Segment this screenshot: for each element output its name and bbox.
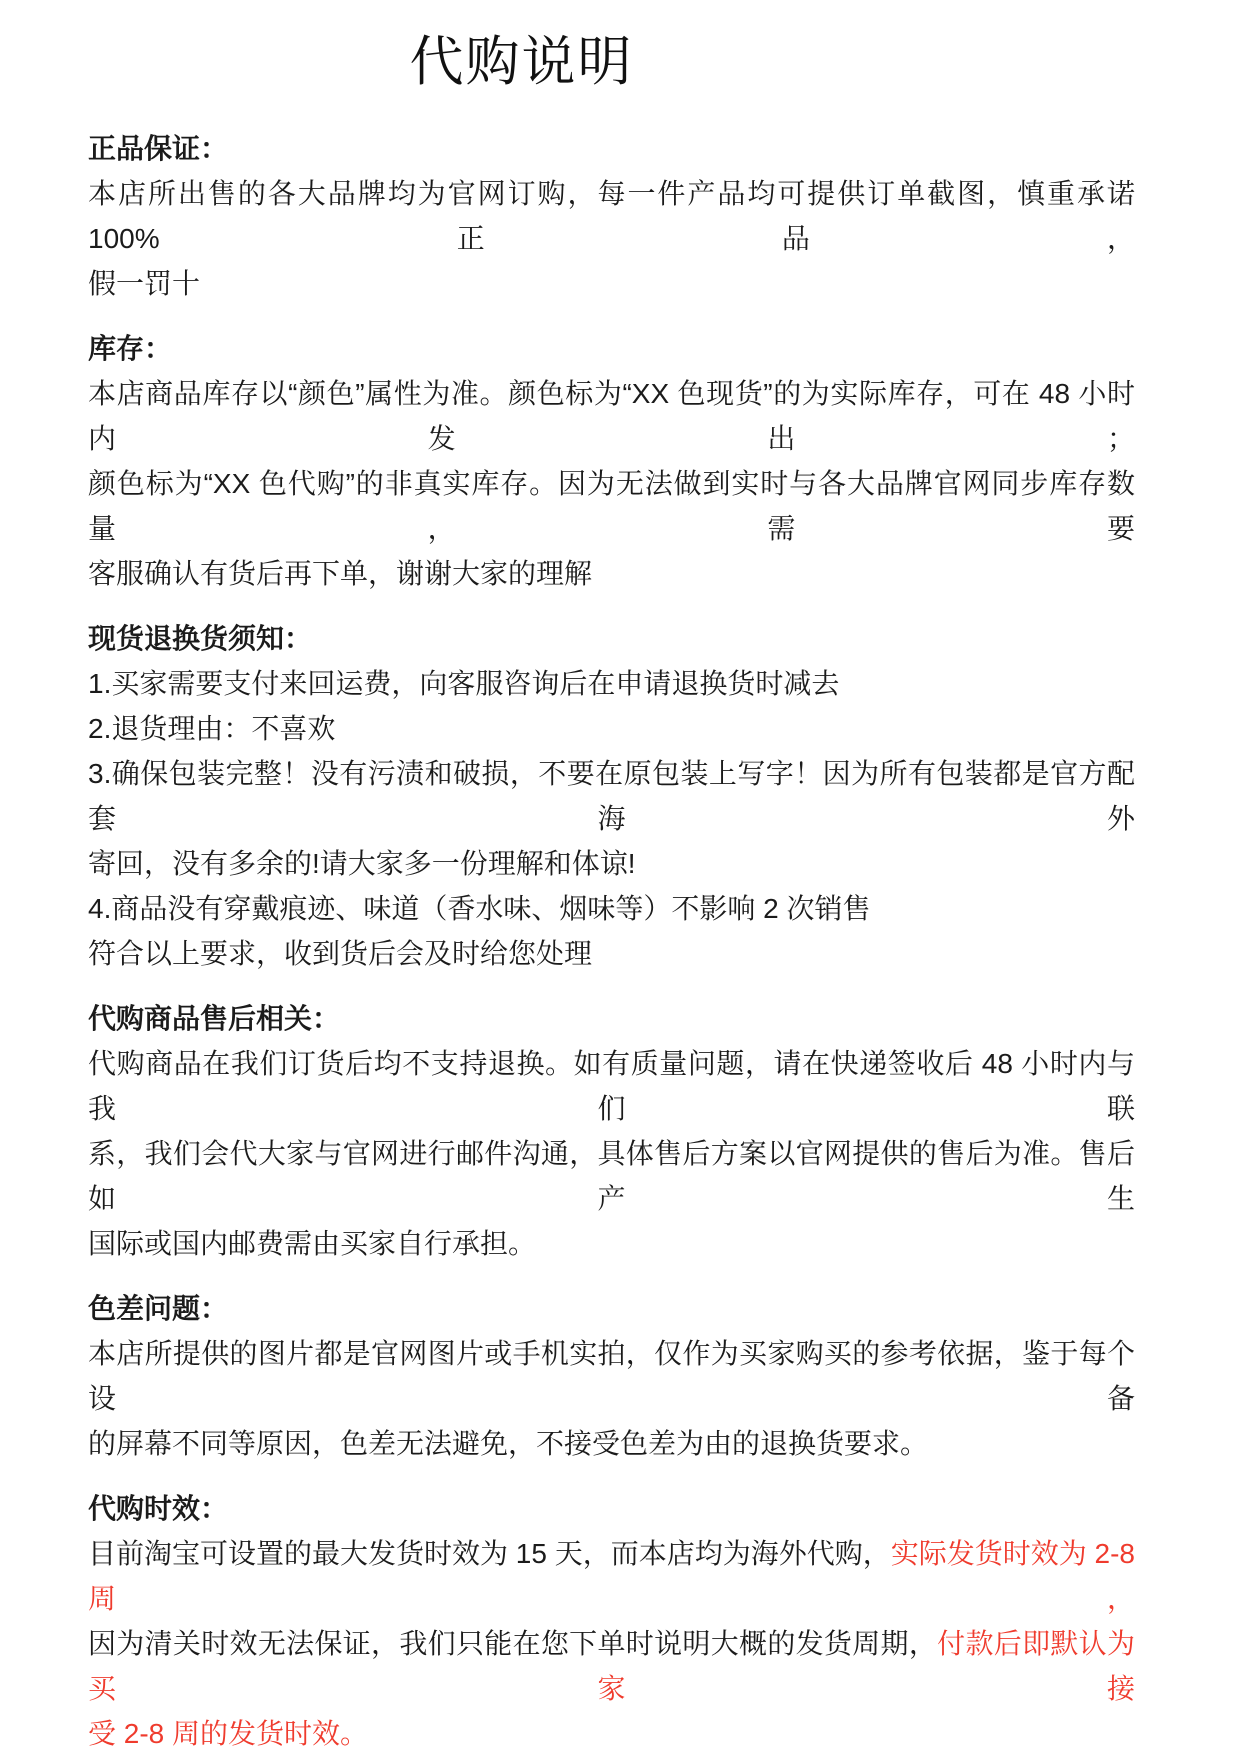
text-segment: 本店商品库存以“颜色”属性为准。颜色标为“XX 色现货”的为实际库存，可在 48 小时内发出； xyxy=(88,378,1135,454)
text-segment: 系，我们会代大家与官网进行邮件沟通，具体售后方案以官网提供的售后为准。售后如产生 xyxy=(88,1138,1135,1214)
text-line xyxy=(88,841,1135,886)
section-color-difference xyxy=(88,1286,1135,1466)
text-segment: 假一罚十 xyxy=(88,268,201,299)
document-body xyxy=(88,126,1135,1756)
text-segment: 4.商品没有穿戴痕迹、味道（香水味、烟味等）不影响 2 次销售 xyxy=(88,893,871,924)
section-heading: 代购时效： xyxy=(88,1493,229,1524)
text-line xyxy=(88,1621,1135,1711)
text-line xyxy=(88,661,1135,706)
text-line xyxy=(88,1531,1135,1621)
text-line xyxy=(88,751,1135,841)
text-segment: 3.确保包装完整！没有污渍和破损，不要在原包装上写字！因为所有包装都是官方配套海外 xyxy=(88,758,1135,834)
text-segment: 本店所提供的图片都是官网图片或手机实拍，仅作为买家购买的参考依据，鉴于每个设备 xyxy=(88,1338,1135,1414)
text-segment: 颜色标为“XX 色代购”的非真实库存。因为无法做到实时与各大品牌官网同步库存数量，需要 xyxy=(88,468,1135,544)
text-segment: 1.买家需要支付来回运费，向客服咨询后在申请退换货时减去 xyxy=(88,668,840,699)
text-line xyxy=(88,886,1135,931)
highlighted-red-text: 受 2-8 周的发货时效。 xyxy=(88,1718,369,1749)
section-heading: 库存： xyxy=(88,333,173,364)
page-title: 代购说明 xyxy=(409,32,634,92)
highlighted-red-text: 实际发货时效为 2-8 周， xyxy=(88,1538,1135,1614)
text-line xyxy=(88,371,1135,461)
text-line xyxy=(88,1711,1135,1756)
text-segment: 符合以上要求，收到货后会及时给您处理 xyxy=(88,938,593,969)
text-line xyxy=(88,1421,1135,1466)
text-line xyxy=(88,461,1135,551)
text-line xyxy=(88,1331,1135,1421)
text-segment: 目前淘宝可设置的最大发货时效为 15 天，而本店均为海外代购， xyxy=(88,1538,891,1569)
text-line xyxy=(88,1041,1135,1131)
section-daigou-aftersale xyxy=(88,996,1135,1266)
section-heading: 代购商品售后相关： xyxy=(88,1003,341,1034)
text-segment: 国际或国内邮费需由买家自行承担。 xyxy=(88,1228,537,1259)
text-line xyxy=(88,261,1135,306)
text-line xyxy=(88,1221,1135,1266)
text-segment: 本店所出售的各大品牌均为官网订购，每一件产品均可提供订单截图，慎重承诺 100%正品， xyxy=(88,178,1135,254)
text-line xyxy=(88,1131,1135,1221)
text-segment: 代购商品在我们订货后均不支持退换。如有质量问题，请在快递签收后 48 小时内与我们联 xyxy=(88,1048,1135,1124)
text-line xyxy=(88,706,1135,751)
section-authenticity xyxy=(88,126,1135,306)
section-instock-returns xyxy=(88,616,1135,976)
text-segment: 因为清关时效无法保证，我们只能在您下单时说明大概的发货周期， xyxy=(88,1628,938,1659)
text-segment: 客服确认有货后再下单，谢谢大家的理解 xyxy=(88,558,593,589)
text-segment: 寄回，没有多余的!请大家多一份理解和体谅! xyxy=(88,848,636,879)
section-shipping-time xyxy=(88,1486,1135,1756)
text-segment: 的屏幕不同等原因，色差无法避免，不接受色差为由的退换货要求。 xyxy=(88,1428,929,1459)
text-line xyxy=(88,551,1135,596)
text-line xyxy=(88,171,1135,261)
text-segment: 2.退货理由：不喜欢 xyxy=(88,713,336,744)
highlighted-red-text: 付款后即默认为买家接 xyxy=(88,1628,1135,1704)
section-heading: 现货退换货须知： xyxy=(88,623,313,654)
section-stock xyxy=(88,326,1135,596)
section-heading: 色差问题： xyxy=(88,1293,229,1324)
section-heading: 正品保证： xyxy=(88,133,229,164)
text-line xyxy=(88,931,1135,976)
